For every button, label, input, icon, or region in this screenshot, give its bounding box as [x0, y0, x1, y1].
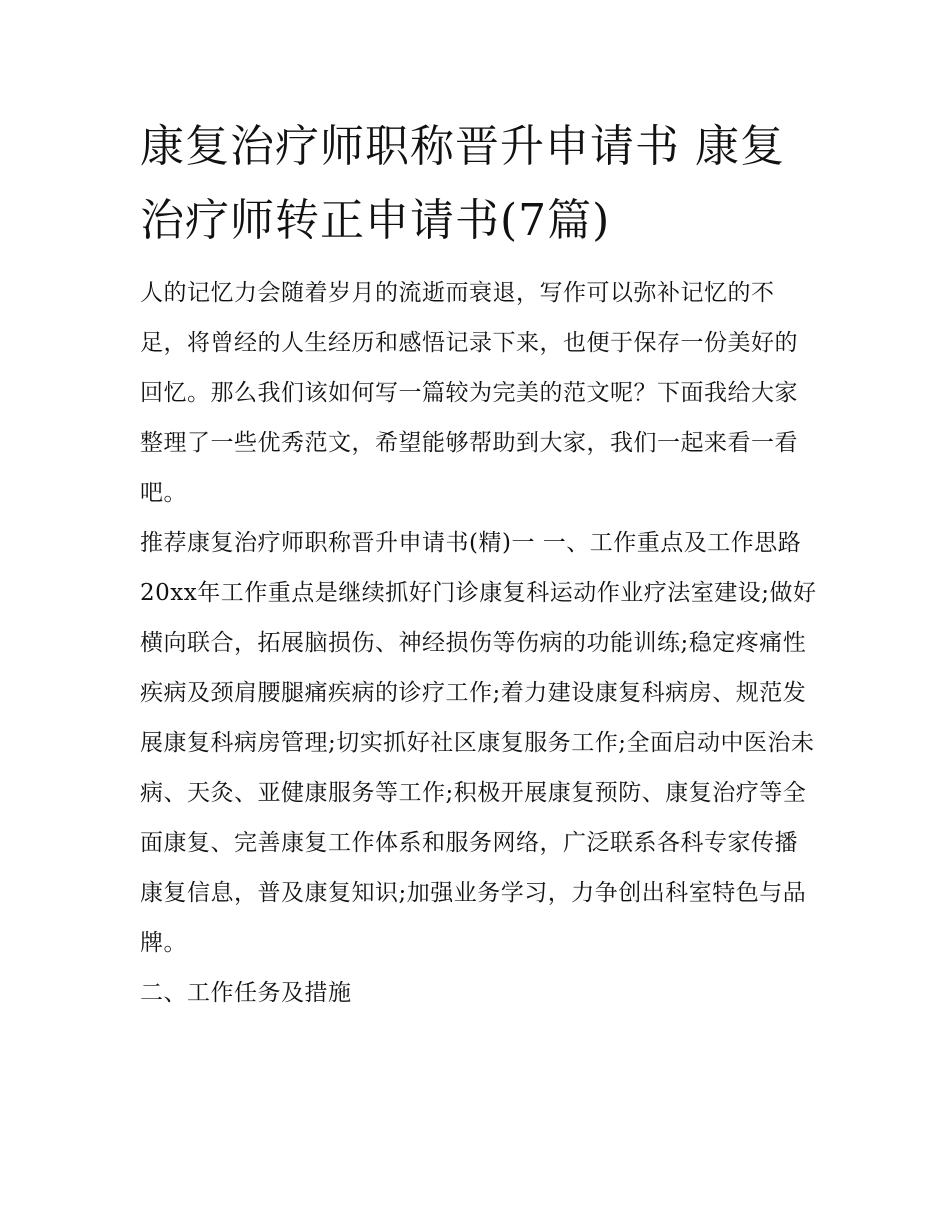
document-title: 康复治疗师职称晋升申请书 康复治疗师转正申请书(7篇)	[140, 121, 785, 246]
body-paragraph: 20xx年工作重点是继续抓好门诊康复科运动作业疗法室建设;做好横向联合，拓展脑损伤、神经损伤等伤病的功能训练;稳定疼痛性疾病及颈肩腰腿痛疾病的诊疗工作;着力建设康复科病房、规范发展康复科病房管理;切实抓好社区康复服务工作;全面启动中医治未病、天灸、亚健康服务等工作;积极开展康复预防、康复治疗等全面康复、完善康复工作体系和服务网络，广泛联系各科专家传播康复信息，普及康复知识;加强业务学习，力争创出科室特色与品牌。	[140, 580, 817, 956]
document-page	[140, 110, 820, 1018]
section-heading: 推荐康复治疗师职称晋升申请书(精)一 一、工作重点及工作思路	[140, 530, 802, 556]
intro-paragraph: 人的记忆力会随着岁月的流逝而衰退，写作可以弥补记忆的不足，将曾经的人生经历和感悟记录下来，也便于保存一份美好的回忆。那么我们该如何写一篇较为完美的范文呢？下面我给大家整理了一些优秀范文，希望能够帮助到大家，我们一起来看一看吧。	[140, 280, 798, 506]
subheading: 二、工作任务及措施	[140, 980, 352, 1006]
